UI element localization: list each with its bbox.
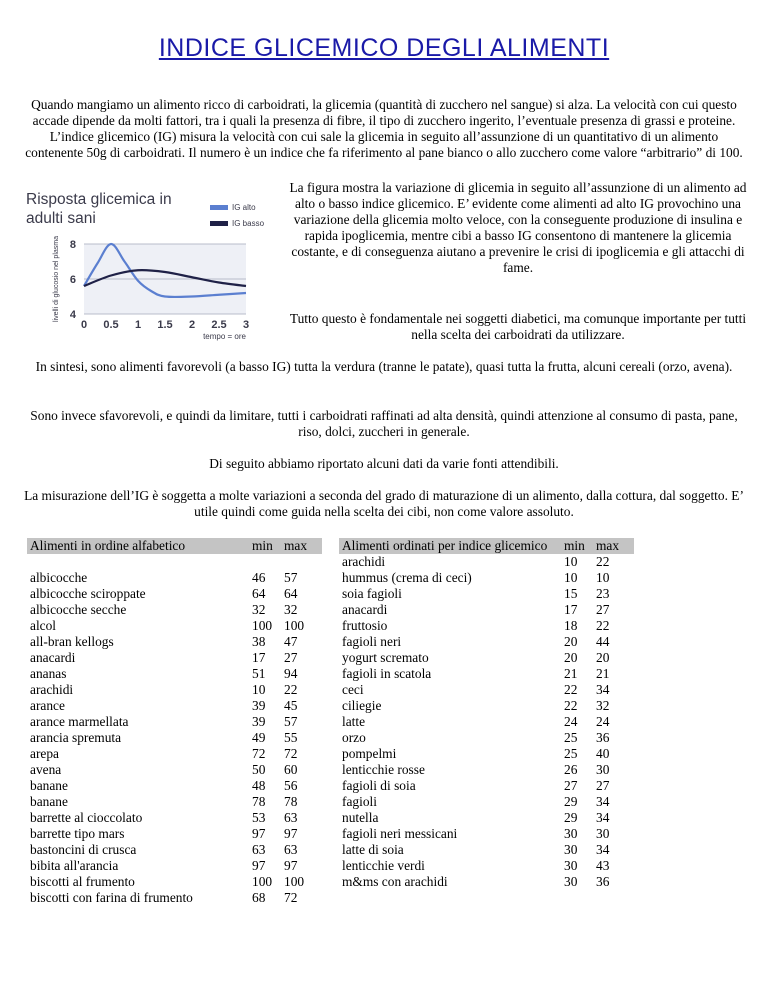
gi-min-cell: 38 <box>252 634 266 649</box>
table-row <box>339 730 634 746</box>
table-row <box>339 666 634 682</box>
gi-max-cell: 56 <box>284 778 298 793</box>
food-name-cell: m&ms con arachidi <box>342 874 448 889</box>
legend-label-high: IG alto <box>232 203 256 212</box>
gi-max-cell: 32 <box>596 698 610 713</box>
table-row <box>339 618 634 634</box>
chart-title: Risposta glicemica in adulti sani <box>26 191 172 227</box>
gi-min-cell: 20 <box>564 634 578 649</box>
food-name-cell: ciliegie <box>342 698 382 713</box>
gi-max-cell: 20 <box>596 650 610 665</box>
table-row <box>27 682 322 698</box>
gi-min-cell: 30 <box>564 826 578 841</box>
gi-min-cell: 48 <box>252 778 266 793</box>
gi-min-cell: 18 <box>564 618 578 633</box>
x-tick-label: 2 <box>188 319 196 331</box>
gi-max-cell: 63 <box>284 810 298 825</box>
food-name-cell: arance marmellata <box>30 714 129 729</box>
food-name-cell: fagioli in scatola <box>342 666 432 681</box>
food-name-cell: lenticchie verdi <box>342 858 425 873</box>
gi-max-cell: 23 <box>596 586 610 601</box>
column-header-max: max <box>284 538 322 554</box>
table-row <box>339 682 634 698</box>
y-axis-label: livelli di glucosio nel plasma <box>53 236 60 322</box>
gi-max-cell: 22 <box>284 682 298 697</box>
table-row <box>339 698 634 714</box>
table-row <box>27 634 322 650</box>
favorable-foods-text: In sintesi, sono alimenti favorevoli (a basso IG) tutta la verdura (tranne le patate), quasi tutta la frutta, alcuni cereali (orzo, avena). <box>35 359 733 374</box>
column-header-food: Alimenti ordinati per indice glicemico <box>339 538 564 554</box>
gi-max-cell: 30 <box>596 826 610 841</box>
table-row <box>339 810 634 826</box>
gi-max-cell: 36 <box>596 730 610 745</box>
table-row <box>27 714 322 730</box>
table-row <box>27 826 322 842</box>
gi-max-cell: 36 <box>596 874 610 889</box>
table-row <box>27 666 322 682</box>
legend-swatch-low <box>210 221 228 226</box>
diabetes-note: Tutto questo è fondamentale nei soggetti diabetici, ma comunque importante per tutti nella scelta dei carboidrati da utilizzare. <box>289 311 747 342</box>
legend-item-low <box>210 219 264 228</box>
gi-min-cell: 30 <box>564 842 578 857</box>
gi-min-cell: 78 <box>252 794 266 809</box>
food-name-cell: hummus (crema di ceci) <box>342 570 472 585</box>
food-name-cell: albicocche <box>30 570 88 585</box>
table-row <box>339 858 634 874</box>
gi-max-cell: 55 <box>284 730 298 745</box>
table-row <box>27 890 322 906</box>
x-tick-label: 1.5 <box>157 319 173 331</box>
glycemic-response-figure <box>20 186 284 350</box>
legend-item-high <box>210 203 256 212</box>
gi-max-cell: 24 <box>596 714 610 729</box>
gi-max-cell: 34 <box>596 682 610 697</box>
x-tick-label: 1 <box>134 319 142 331</box>
table-row <box>339 602 634 618</box>
gi-min-cell: 10 <box>564 554 578 569</box>
food-name-cell: pompelmi <box>342 746 397 761</box>
table-row <box>27 618 322 634</box>
intro-paragraph: Quando mangiamo un alimento ricco di carboidrati, la glicemia (quantità di zucchero nel sangue) si alza. La velocità con cui questo accade dipende da molti fattori, tra i quali la presenza di fibre, il tipo di zucchero ingerito, l’eventuale presenza di grassi e proteine. L’indice glicemico (IG) misura la velocità con cui sale la glicemia in seguito all’assunzione di un quantitativo di un alimento contenente 50g di carboidrati. Il numero è un indice che fa riferimento al pane bianco o allo zucchero come valore “arbitrario” di 100. <box>25 97 743 160</box>
food-name-cell: arachidi <box>342 554 386 569</box>
table-row <box>27 570 322 586</box>
gi-min-cell: 97 <box>252 858 266 873</box>
gi-max-cell: 47 <box>284 634 298 649</box>
gi-min-cell: 17 <box>564 602 578 617</box>
table-row <box>339 586 634 602</box>
gi-min-cell: 64 <box>252 586 266 601</box>
table-row <box>339 874 634 890</box>
table-row <box>27 746 322 762</box>
gi-max-cell: 22 <box>596 618 610 633</box>
gi-min-cell: 21 <box>564 666 578 681</box>
gi-min-cell: 27 <box>564 778 578 793</box>
sorted-gi-table <box>339 538 634 890</box>
gi-min-cell: 15 <box>564 586 578 601</box>
gi-max-cell: 100 <box>284 874 305 889</box>
gi-min-cell: 24 <box>564 714 578 729</box>
gi-max-cell: 10 <box>596 570 610 585</box>
table-row <box>27 730 322 746</box>
table-header-row <box>339 538 634 554</box>
food-name-cell: barrette al cioccolato <box>30 810 143 825</box>
gi-max-cell: 72 <box>284 890 298 905</box>
gi-min-cell: 20 <box>564 650 578 665</box>
table-row <box>27 810 322 826</box>
x-tick-label: 0 <box>80 319 88 331</box>
gi-min-cell: 72 <box>252 746 266 761</box>
gi-min-cell: 49 <box>252 730 266 745</box>
gi-min-cell: 25 <box>564 730 578 745</box>
table-row <box>339 762 634 778</box>
page-title: INDICE GLICEMICO DEGLI ALIMENTI <box>158 34 610 62</box>
food-name-cell: ceci <box>342 682 364 697</box>
food-name-cell: yogurt scremato <box>342 650 429 665</box>
gi-min-cell: 26 <box>564 762 578 777</box>
table-row <box>339 826 634 842</box>
gi-min-cell: 100 <box>252 618 273 633</box>
table-row <box>339 634 634 650</box>
table-row <box>27 874 322 890</box>
food-name-cell: latte di soia <box>342 842 404 857</box>
food-name-cell: banane <box>30 778 68 793</box>
table-row <box>27 698 322 714</box>
gi-max-cell: 44 <box>596 634 610 649</box>
x-axis-label: tempo = ore <box>203 332 246 341</box>
gi-min-cell: 22 <box>564 682 578 697</box>
gi-min-cell: 53 <box>252 810 266 825</box>
gi-min-cell: 100 <box>252 874 273 889</box>
gi-min-cell: 50 <box>252 762 266 777</box>
alphabetical-table-body <box>27 554 322 906</box>
gi-min-cell: 51 <box>252 666 266 681</box>
gi-min-cell: 97 <box>252 826 266 841</box>
food-name-cell: barrette tipo mars <box>30 826 125 841</box>
food-name-cell: anacardi <box>342 602 388 617</box>
food-name-cell: fagioli di soia <box>342 778 416 793</box>
table-row <box>339 570 634 586</box>
gi-max-cell: 21 <box>596 666 610 681</box>
table-row <box>339 746 634 762</box>
table-row <box>27 602 322 618</box>
sorted-table-body <box>339 554 634 890</box>
gi-max-cell: 27 <box>596 778 610 793</box>
unfavorable-foods-text: Sono invece sfavorevoli, e quindi da limitare, tutti i carboidrati raffinati ad alta densità, quindi attenzione al consumo di pasta, pane, riso, dolci, zuccheri in generale. <box>30 408 738 439</box>
gi-max-cell: 27 <box>284 650 298 665</box>
table-row <box>339 714 634 730</box>
food-name-cell: bibita all'arancia <box>30 858 119 873</box>
food-name-cell: anacardi <box>30 650 76 665</box>
y-tick-label: 4 <box>69 309 76 321</box>
gi-max-cell: 32 <box>284 602 298 617</box>
x-tick-label: 0.5 <box>103 319 119 331</box>
column-header-food: Alimenti in ordine alfabetico <box>27 538 252 554</box>
table-row <box>27 762 322 778</box>
table-row <box>339 554 634 570</box>
gi-min-cell: 46 <box>252 570 266 585</box>
gi-max-cell: 30 <box>596 762 610 777</box>
table-row <box>339 842 634 858</box>
column-header-min: min <box>564 538 596 554</box>
gi-min-cell: 68 <box>252 890 266 905</box>
table-row <box>27 650 322 666</box>
gi-min-cell: 29 <box>564 794 578 809</box>
food-name-cell: banane <box>30 794 68 809</box>
gi-min-cell: 22 <box>564 698 578 713</box>
food-name-cell: fruttosio <box>342 618 388 633</box>
gi-max-cell: 94 <box>284 666 298 681</box>
gi-max-cell: 45 <box>284 698 298 713</box>
sources-text: Di seguito abbiamo riportato alcuni dati da varie fonti attendibili. <box>209 456 559 471</box>
gi-max-cell: 40 <box>596 746 610 761</box>
food-name-cell: soia fagioli <box>342 586 402 601</box>
gi-max-cell: 60 <box>284 762 298 777</box>
column-header-max: max <box>596 538 634 554</box>
table-row <box>27 794 322 810</box>
table-row <box>339 794 634 810</box>
gi-max-cell: 27 <box>596 602 610 617</box>
gi-min-cell: 32 <box>252 602 266 617</box>
food-name-cell: ananas <box>30 666 67 681</box>
gi-max-cell: 34 <box>596 810 610 825</box>
food-name-cell: biscotti al frumento <box>30 874 135 889</box>
table-row <box>27 778 322 794</box>
food-name-cell: arance <box>30 698 65 713</box>
gi-max-cell: 43 <box>596 858 610 873</box>
food-name-cell: fagioli neri messicani <box>342 826 458 841</box>
food-name-cell: fagioli <box>342 794 377 809</box>
food-name-cell: alcol <box>30 618 57 633</box>
column-header-min: min <box>252 538 284 554</box>
gi-min-cell: 30 <box>564 874 578 889</box>
food-name-cell: arachidi <box>30 682 74 697</box>
gi-max-cell: 22 <box>596 554 610 569</box>
y-tick-label: 8 <box>69 239 76 251</box>
food-name-cell: fagioli neri <box>342 634 402 649</box>
gi-max-cell: 97 <box>284 826 298 841</box>
gi-min-cell: 30 <box>564 858 578 873</box>
table-row <box>27 858 322 874</box>
gi-min-cell: 39 <box>252 714 266 729</box>
gi-min-cell: 10 <box>252 682 266 697</box>
food-name-cell: lenticchie rosse <box>342 762 425 777</box>
food-name-cell: albicocche secche <box>30 602 127 617</box>
gi-max-cell: 63 <box>284 842 298 857</box>
gi-max-cell: 100 <box>284 618 305 633</box>
x-tick-label: 2.5 <box>211 319 227 331</box>
food-name-cell: avena <box>30 762 62 777</box>
table-row <box>27 586 322 602</box>
food-name-cell: arancia spremuta <box>30 730 122 745</box>
table-header-row <box>27 538 322 554</box>
table-row <box>339 778 634 794</box>
food-name-cell: nutella <box>342 810 379 825</box>
legend-swatch-high <box>210 205 228 210</box>
food-name-cell: biscotti con farina di frumento <box>30 890 193 905</box>
gi-min-cell: 25 <box>564 746 578 761</box>
food-name-cell: albicocche sciroppate <box>30 586 146 601</box>
food-name-cell: orzo <box>342 730 366 745</box>
table-row <box>27 842 322 858</box>
gi-min-cell: 63 <box>252 842 266 857</box>
gi-max-cell: 34 <box>596 794 610 809</box>
food-name-cell: bastoncini di crusca <box>30 842 137 857</box>
gi-min-cell: 39 <box>252 698 266 713</box>
gi-min-cell: 17 <box>252 650 266 665</box>
food-name-cell: arepa <box>30 746 59 761</box>
y-tick-label: 6 <box>69 274 76 286</box>
gi-max-cell: 57 <box>284 714 298 729</box>
x-tick-label: 3 <box>242 319 250 331</box>
spacer-row <box>27 554 322 570</box>
figure-description: La figura mostra la variazione di glicemia in seguito all’assunzione di un alimento ad alto o basso indice glicemico. E’ evidente come alimenti ad alto IG provochino una variazione della glicemia molto veloce, con la conseguente produzione di insulina e rapida ipoglicemia, mentre cibi a basso IG consentono di mantenere la glicemia costante, e di conseguenza aiutano a prevenire le crisi di ipoglicemia e gli attacchi di fame. <box>289 180 747 275</box>
gi-max-cell: 64 <box>284 586 298 601</box>
gi-max-cell: 57 <box>284 570 298 585</box>
caveat-text: La misurazione dell’IG è soggetta a molte variazioni a seconda del grado di maturazione di un alimento, dalla cottura, dal soggetto. E’ utile quindi come guida nella scelta dei cibi, non come valore assoluto. <box>24 488 744 519</box>
table-row <box>339 650 634 666</box>
gi-max-cell: 34 <box>596 842 610 857</box>
food-name-cell: latte <box>342 714 366 729</box>
gi-max-cell: 97 <box>284 858 298 873</box>
alphabetical-gi-table <box>27 538 322 906</box>
gi-max-cell: 78 <box>284 794 298 809</box>
food-name-cell: all-bran kellogs <box>30 634 114 649</box>
gi-max-cell: 72 <box>284 746 298 761</box>
gi-min-cell: 10 <box>564 570 578 585</box>
legend-label-low: IG basso <box>232 219 265 228</box>
gi-min-cell: 29 <box>564 810 578 825</box>
